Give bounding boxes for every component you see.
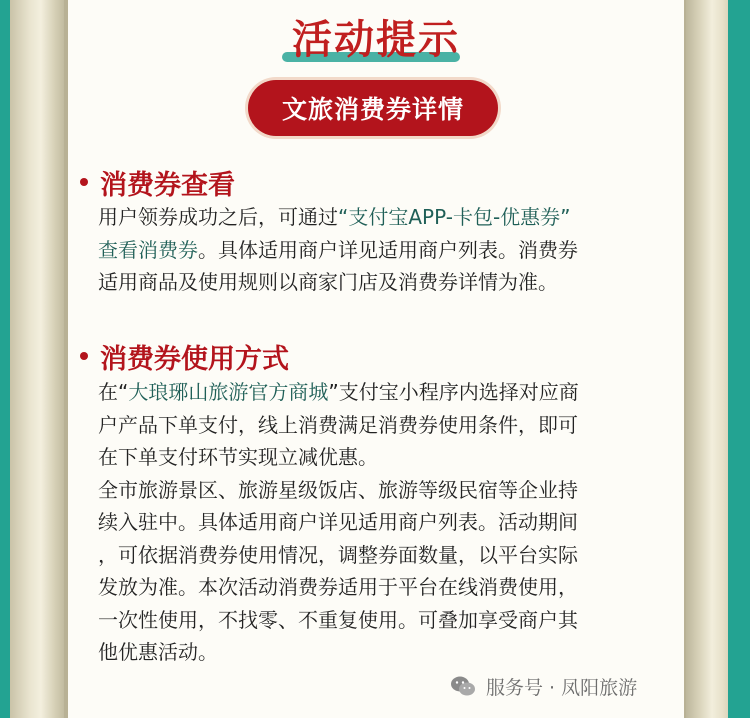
watermark-text: 服务号 · 凤阳旅游 (486, 676, 638, 699)
text-line: 在“大琅琊山旅游官方商城”支付宝小程序内选择对应商 (98, 380, 579, 404)
text-line: 适用商品及使用规则以商家门店及消费券详情为准。 (98, 270, 558, 294)
left-scroll-decoration (10, 0, 66, 718)
highlight-text: 查看消费券 (98, 237, 198, 262)
highlight-text: 大琅琊山旅游官方商城 (128, 380, 329, 404)
account-watermark (446, 670, 637, 702)
section-body-voucher-view (98, 201, 678, 299)
text-line: ，可依据消费券使用情况，调整券面数量，以平台实际 (98, 542, 578, 567)
text-line: 续入驻中。具体适用商户详见适用商户列表。活动期间 (98, 510, 578, 534)
text-line: 一次性使用，不找零、不重复使用。可叠加享受商户其 (98, 607, 578, 632)
text-line: 查看消费券。具体适用商户详见适用商户列表。消费券 (98, 237, 578, 262)
bullet-dot (80, 352, 88, 360)
text-line: 在下单支付环节实现立减优惠。 (98, 445, 378, 469)
section-title-voucher-usage (80, 336, 289, 376)
text-line: 户产品下单支付，线上消费满足消费券使用条件，即可 (98, 412, 578, 437)
text-line: 全市旅游景区、旅游星级饭店、旅游等级民宿等企业持 (98, 477, 578, 502)
right-border (728, 0, 750, 718)
details-badge: 文旅消费券详情 (248, 80, 498, 136)
page-heading: 活动提示 (292, 16, 460, 63)
section-title-text: 消费券查看 (100, 169, 235, 201)
text-line: 他优惠活动。 (98, 640, 218, 664)
section-title-text: 消费券使用方式 (100, 343, 289, 375)
content-paper (68, 0, 684, 718)
text-line: 发放为准。本次活动消费券适用于平台在线消费使用， (98, 575, 578, 599)
text-line: 用户领券成功之后，可通过“支付宝APP-卡包-优惠券” (98, 205, 571, 229)
bullet-dot (80, 178, 88, 186)
section-body-voucher-usage (98, 376, 678, 669)
wechat-icon (450, 675, 476, 697)
highlight-text: “支付宝APP-卡包-优惠券” (338, 205, 571, 229)
section-title-voucher-view (80, 162, 235, 202)
